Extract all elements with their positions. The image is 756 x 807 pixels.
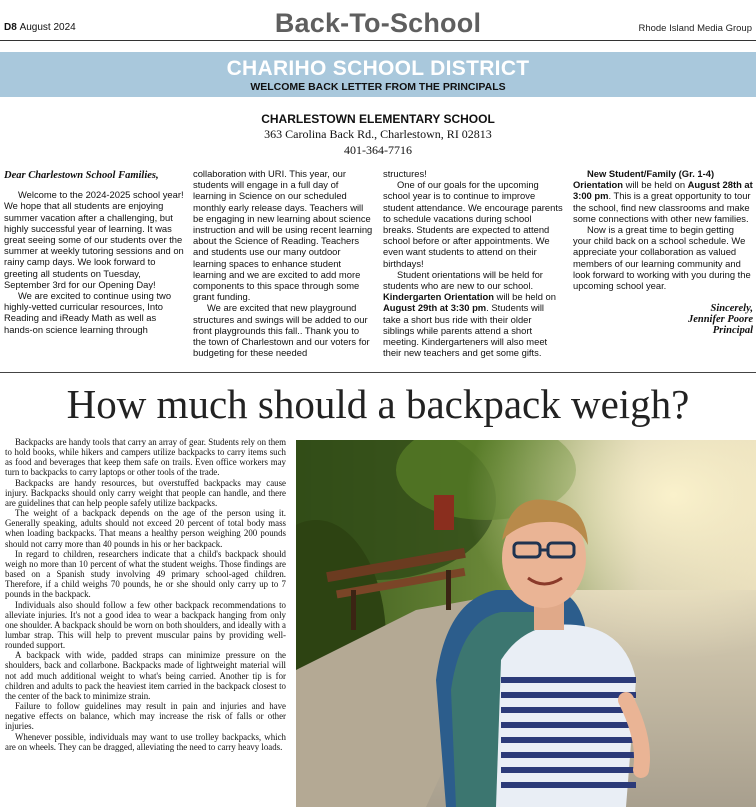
district-name: CHARIHO SCHOOL DISTRICT	[226, 57, 530, 80]
kindergarten-orientation-label: Kindergarten Orientation	[383, 291, 494, 303]
text-run: . Students will take a short bus ride with their older siblings while parents attend a short meeting. Kindergarteners will also meet their new teachers and get some gifts.	[383, 302, 548, 359]
letter-paragraph: structures!	[383, 168, 427, 179]
district-banner	[0, 52, 756, 97]
article-paragraph: Individuals also should follow a few other backpack recommendations to alleviate injuries. It's not a good idea to wear a backpack hanging from only one shoulder. A backpack should be worn on both shoulders, and ideally with a lumbar strap. This will help to prevent muscular pains by providing well-rounded support.	[5, 599, 286, 651]
school-phone: 401-364-7716	[344, 143, 412, 157]
closing: Sincerely,	[710, 303, 753, 315]
article-headline: How much should a backpack weigh?	[66, 381, 690, 427]
banner-subtitle: WELCOME BACK LETTER FROM THE PRINCIPALS	[250, 81, 506, 93]
article-paragraph: The weight of a backpack depends on the age of the person using it. Generally speaking, adults should not exceed 20 percent of total body mass when loading backpacks. That means a healthy person weighing 200 pounds should not carry more than 40 pounds in his or her backpack.	[5, 508, 286, 549]
issue-date: August 2024	[19, 22, 76, 33]
letter-column-2	[193, 168, 373, 358]
letter-column-3	[383, 168, 563, 358]
article-body	[5, 437, 286, 752]
masthead	[0, 0, 756, 42]
letter-paragraph: Welcome to the 2024-2025 school year! We hope that all students are enjoying summer vacation after a challenging, but highly successful year of learning. It was great seeing some of our students over the summer at weekly tutoring sessions and on rainy camp days. We look forward to greeting all students on Tuesday, September 3rd for our Opening Day!	[4, 189, 184, 290]
photo-illustration	[296, 440, 756, 807]
kindergarten-orientation-paragraph	[383, 269, 563, 359]
school-name: CHARLESTOWN ELEMENTARY SCHOOL	[261, 112, 495, 126]
new-family-orientation-paragraph	[573, 168, 753, 224]
letter-column-4	[573, 168, 753, 336]
letter-paragraph: collaboration with URI. This year, our students will engage in a full day of learning in Science on our scheduled monthly early release days. Teachers will be engaging in new learning about science instruction and will be using recent learning about the Science of Reading. Teachers and students use our many outdoor learning spaces to enhance student learning and we are excited to add more components to this space through some grant funding.	[193, 168, 373, 303]
publisher: Rhode Island Media Group	[638, 23, 752, 34]
section-title: Back-To-School	[274, 8, 482, 38]
article-paragraph: Backpacks are handy tools that carry an array of gear. Students rely on them to hold books, while hikers and campers utilize backpacks to carry items such as food and beverages that keep them safe on trails. Even office workers may turn to backpacks to carry laptops or other tools of the trade.	[5, 437, 286, 478]
signer-title: Principal	[712, 325, 753, 337]
article-paragraph: A backpack with wide, padded straps can minimize pressure on the shoulders, back and collarbone. Backpacks made of lightweight material will not add much additional weight to what's being carried. Another tip is for children and adults to pack the heaviest item carried in the backpack closest to the center of the back to minimize strain.	[5, 650, 286, 701]
kindergarten-orientation-date: August 29th at 3:30 pm	[383, 302, 487, 314]
new-family-orientation-date: August 28th at 3:00 pm	[573, 179, 753, 202]
signoff	[573, 303, 753, 336]
letter-paragraph: We are excited that new playground structures and swings will be added to our front playgrounds this fall.. Thank you to the town of Charlestown and our voters for budgeting for these needed	[193, 302, 370, 359]
letter-paragraph: Now is a great time to begin getting your child back on a school schedule. We appreciate your collaboration as valued members of our learning community and look forward to working with you during the upcoming school year.	[573, 224, 751, 292]
text-run: . This is a great opportunity to tour the school, find new classrooms and make some connections with other new families.	[573, 190, 751, 224]
masthead-rule	[0, 40, 756, 41]
signer-name: Jennifer Poore	[687, 314, 753, 326]
article-paragraph: Whenever possible, individuals may want to use trolley backpacks, which are on wheels. They can be dragged, alleviating the need to carry heavy loads.	[5, 731, 286, 752]
text-run: will be held on	[623, 179, 688, 191]
article-paragraph: Backpacks are handy resources, but overstuffed backpacks may cause injury. Backpacks should only carry weight that people can handle, and there are guidelines that can help people safely utilize backpacks.	[5, 477, 286, 508]
new-family-orientation-label: New Student/Family (Gr. 1-4) Orientation	[573, 168, 715, 191]
boy-with-backpack-photo	[296, 440, 756, 807]
article-paragraph: Failure to follow guidelines may result in pain and injuries and have negative effects on balance, which may increase the risk of falls or other injuries.	[5, 701, 286, 732]
text-run: will be held on	[493, 291, 556, 303]
school-header	[0, 112, 756, 158]
salutation: Dear Charlestown School Families,	[4, 170, 159, 181]
section-divider	[0, 372, 756, 373]
article-paragraph: In regard to children, researchers indicate that a child's backpack should weigh no more than 10 percent of what the student weighs. Those findings are based on a Spanish study involving 49 primary school-aged children. Therefore, if a child weighs 70 pounds, he or she should only carry up to 7 pounds in the backpack.	[5, 548, 286, 600]
page-label: D8	[4, 22, 17, 33]
school-address: 363 Carolina Back Rd., Charlestown, RI 02813	[264, 127, 492, 141]
letter-paragraph: We are excited to continue using two highly-vetted curricular resources, Into Reading and iReady Math as well as hands-on science learning through	[4, 290, 172, 335]
text-run: Student orientations will be held for students who are new to our school.	[383, 268, 543, 292]
letter-paragraph: One of our goals for the upcoming school year is to continue to improve student attendance. We encourage parents to schedule vacations during school breaks. Students are expected to attend school before or after appointments. We even want students to attend on their birthdays!	[383, 179, 563, 269]
letter-column-1	[4, 170, 184, 335]
